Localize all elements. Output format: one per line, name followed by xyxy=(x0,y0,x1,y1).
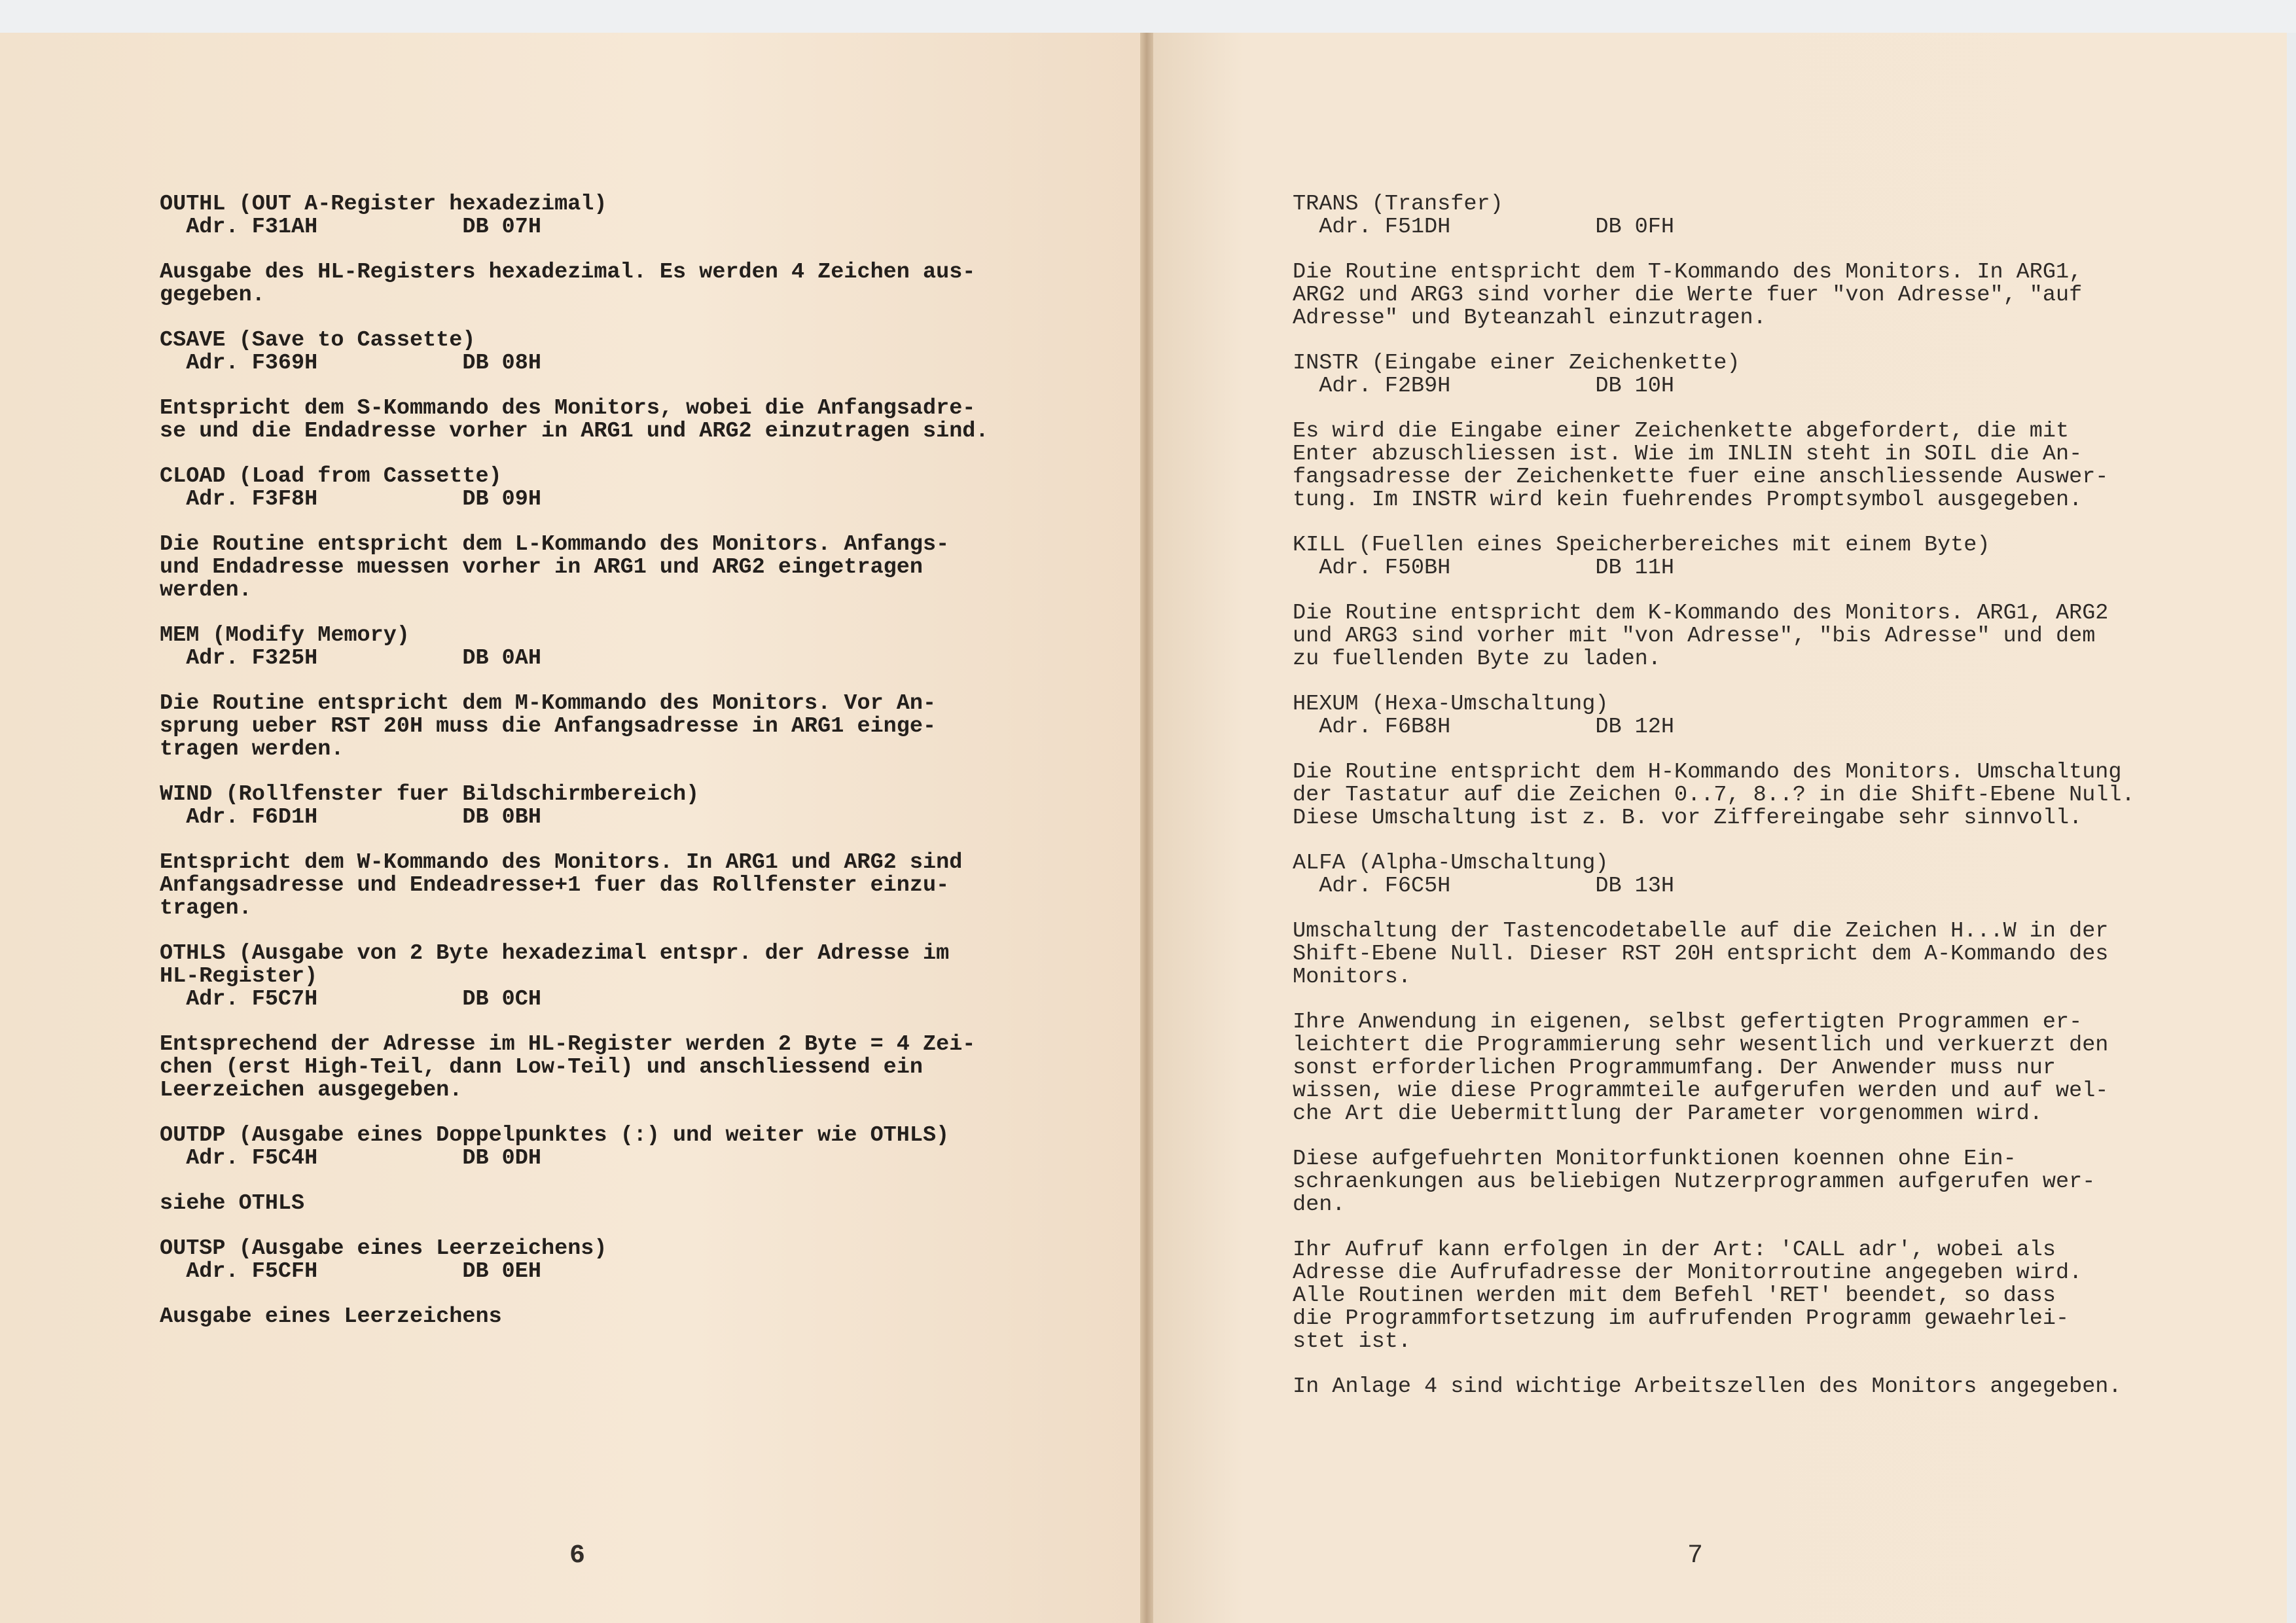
paragraph-line: schraenkungen aus beliebigen Nutzerprogrammen aufgerufen wer- xyxy=(1293,1169,2096,1194)
paragraph xyxy=(1293,1148,2235,1217)
description-line: der Tastatur auf die Zeichen 0..7, 8..? in die Shift-Ebene Null. xyxy=(1293,783,2135,808)
left-page xyxy=(0,33,1140,1623)
description-line: und Endadresse muessen vorher in ARG1 und ARG2 eingetragen xyxy=(160,555,923,580)
scan-background xyxy=(0,0,2296,33)
routine-entry xyxy=(160,783,1076,920)
page-number-left: 6 xyxy=(569,1541,586,1571)
scan-edge xyxy=(2287,33,2296,1623)
routine-header xyxy=(1293,693,2235,739)
routine-header xyxy=(1293,352,2235,398)
description-line: chen (erst High-Teil, dann Low-Teil) und anschliessend ein xyxy=(160,1055,923,1080)
routine-description xyxy=(1293,602,2235,671)
description-line: tragen. xyxy=(160,896,252,921)
routine-title: CLOAD (Load from Cassette) xyxy=(160,464,502,489)
routine-description xyxy=(1293,920,2235,989)
page-number-right: 7 xyxy=(1687,1541,1704,1571)
paragraph-line: sonst erforderlichen Programmumfang. Der Anwender muss nur xyxy=(1293,1056,2056,1080)
description-line: Entspricht dem S-Kommando des Monitors, wobei die Anfangsadre- xyxy=(160,396,976,421)
routine-address: Adr. F50BH DB 11H xyxy=(1293,556,1674,580)
routine-header xyxy=(160,783,1076,829)
description-line: Die Routine entspricht dem K-Kommando des Monitors. ARG1, ARG2 xyxy=(1293,601,2109,626)
routine-description xyxy=(160,261,1076,307)
routine-entry xyxy=(160,193,1076,307)
description-line: se und die Endadresse vorher in ARG1 und ARG2 einzutragen sind. xyxy=(160,419,989,444)
paragraph-line: che Art die Uebermittlung der Parameter vorgenommen wird. xyxy=(1293,1101,2043,1126)
routine-title: HL-Register) xyxy=(160,964,318,989)
routine-address: Adr. F369H DB 08H xyxy=(160,351,541,376)
routine-title: KILL (Fuellen eines Speicherbereiches mit einem Byte) xyxy=(1293,533,1990,558)
routine-address: Adr. F51DH DB 0FH xyxy=(1293,215,1674,240)
routine-header xyxy=(1293,193,2235,239)
routine-title: WIND (Rollfenster fuer Bildschirmbereich) xyxy=(160,782,700,807)
routine-entry xyxy=(1293,852,2235,989)
paragraph-line: Diese aufgefuehrten Monitorfunktionen koennen ohne Ein- xyxy=(1293,1147,2017,1171)
routine-header xyxy=(1293,534,2235,580)
description-line: Die Routine entspricht dem T-Kommando des Monitors. In ARG1, xyxy=(1293,260,2083,285)
routine-entry xyxy=(160,1238,1076,1329)
routine-description xyxy=(1293,261,2235,330)
routine-address: Adr. F6C5H DB 13H xyxy=(1293,874,1674,899)
description-line: Leerzeichen ausgegeben. xyxy=(160,1078,463,1103)
right-page-content xyxy=(1293,193,2235,1421)
routine-header xyxy=(1293,852,2235,898)
routine-entry xyxy=(1293,352,2235,512)
description-line: Shift-Ebene Null. Dieser RST 20H entspricht dem A-Kommando des xyxy=(1293,942,2109,967)
routine-header xyxy=(160,624,1076,670)
routine-address: Adr. F6B8H DB 12H xyxy=(1293,715,1674,740)
routine-header xyxy=(160,329,1076,375)
description-line: Es wird die Eingabe einer Zeichenkette abgefordert, die mit xyxy=(1293,419,2070,444)
description-line: Die Routine entspricht dem H-Kommando des Monitors. Umschaltung xyxy=(1293,760,2122,785)
routine-header xyxy=(160,193,1076,239)
description-line: zu fuellenden Byte zu laden. xyxy=(1293,647,1661,671)
routine-entry xyxy=(1293,534,2235,671)
description-line: Adresse" und Byteanzahl einzutragen. xyxy=(1293,306,1767,330)
paragraph-line: Adresse die Aufrufadresse der Monitorroutine angegeben wird. xyxy=(1293,1260,2083,1285)
description-line: gegeben. xyxy=(160,283,265,308)
routine-entry xyxy=(160,942,1076,1102)
paragraph-line: In Anlage 4 sind wichtige Arbeitszellen des Monitors angegeben. xyxy=(1293,1374,2122,1399)
description-line: tung. Im INSTR wird kein fuehrendes Promptsymbol ausgegeben. xyxy=(1293,488,2083,512)
routine-title: HEXUM (Hexa-Umschaltung) xyxy=(1293,692,1609,717)
routine-description xyxy=(1293,761,2235,830)
paragraph-line: Ihr Aufruf kann erfolgen in der Art: 'CALL adr', wobei als xyxy=(1293,1238,2056,1262)
routine-entry xyxy=(160,329,1076,443)
routine-description xyxy=(160,533,1076,602)
routine-title: CSAVE (Save to Cassette) xyxy=(160,328,476,353)
routine-title: OUTHL (OUT A-Register hexadezimal) xyxy=(160,192,607,217)
paragraph xyxy=(1293,1011,2235,1126)
routine-header xyxy=(160,1238,1076,1283)
description-line: sprung ueber RST 20H muss die Anfangsadresse in ARG1 einge- xyxy=(160,714,937,739)
routine-description xyxy=(160,692,1076,761)
routine-address: Adr. F2B9H DB 10H xyxy=(1293,374,1674,399)
routine-entry xyxy=(160,465,1076,602)
paragraph xyxy=(1293,1239,2235,1353)
paragraph-line: die Programmfortsetzung im aufrufenden Programm gewaehrlei- xyxy=(1293,1306,2070,1331)
routine-description xyxy=(1293,420,2235,512)
description-line: Diese Umschaltung ist z. B. vor Ziffereingabe sehr sinnvoll. xyxy=(1293,806,2083,830)
routine-entry xyxy=(1293,693,2235,830)
routine-address: Adr. F5CFH DB 0EH xyxy=(160,1259,541,1284)
description-line: siehe OTHLS xyxy=(160,1191,305,1216)
routine-title: ALFA (Alpha-Umschaltung) xyxy=(1293,851,1609,876)
description-line: Monitors. xyxy=(1293,965,1411,990)
description-line: Entsprechend der Adresse im HL-Register werden 2 Byte = 4 Zei- xyxy=(160,1032,976,1057)
description-line: Enter abzuschliessen ist. Wie im INLIN steht in SOIL die An- xyxy=(1293,442,2083,467)
left-page-content xyxy=(160,193,1076,1351)
description-line: Entspricht dem W-Kommando des Monitors. In ARG1 und ARG2 sind xyxy=(160,850,963,875)
routine-address: Adr. F3F8H DB 09H xyxy=(160,487,541,512)
right-page xyxy=(1153,33,2287,1623)
description-line: Ausgabe des HL-Registers hexadezimal. Es werden 4 Zeichen aus- xyxy=(160,260,976,285)
paragraph-line: leichtert die Programmierung sehr wesentlich und verkuerzt den xyxy=(1293,1033,2109,1058)
paragraph-line: den. xyxy=(1293,1192,1346,1217)
routine-title: OTHLS (Ausgabe von 2 Byte hexadezimal entspr. der Adresse im xyxy=(160,941,950,966)
paragraph-line: stet ist. xyxy=(1293,1329,1411,1354)
description-line: fangsadresse der Zeichenkette fuer eine anschliessende Auswer- xyxy=(1293,465,2109,490)
routine-title: TRANS (Transfer) xyxy=(1293,192,1503,217)
description-line: und ARG3 sind vorher mit "von Adresse", "bis Adresse" und dem xyxy=(1293,624,2096,649)
routine-header xyxy=(160,1124,1076,1170)
routine-address: Adr. F5C4H DB 0DH xyxy=(160,1146,541,1171)
paragraph-line: wissen, wie diese Programmteile aufgerufen werden und auf wel- xyxy=(1293,1079,2109,1103)
routine-title: OUTDP (Ausgabe eines Doppelpunktes (:) und weiter wie OTHLS) xyxy=(160,1123,950,1148)
description-line: tragen werden. xyxy=(160,737,344,762)
routine-title: INSTR (Eingabe einer Zeichenkette) xyxy=(1293,351,1740,376)
routine-description xyxy=(160,1033,1076,1102)
description-line: Anfangsadresse und Endeadresse+1 fuer das Rollfenster einzu- xyxy=(160,873,950,898)
routine-address: Adr. F5C7H DB 0CH xyxy=(160,987,541,1012)
description-line: Umschaltung der Tastencodetabelle auf die Zeichen H...W in der xyxy=(1293,919,2109,944)
routine-description xyxy=(160,1192,1076,1215)
routine-header xyxy=(160,942,1076,1011)
routine-address: Adr. F6D1H DB 0BH xyxy=(160,805,541,830)
description-line: werden. xyxy=(160,578,252,603)
routine-address: Adr. F31AH DB 07H xyxy=(160,215,541,240)
routine-entry xyxy=(160,1124,1076,1215)
paragraph-line: Ihre Anwendung in eigenen, selbst gefertigten Programmen er- xyxy=(1293,1010,2083,1035)
routine-header xyxy=(160,465,1076,511)
routine-title: MEM (Modify Memory) xyxy=(160,623,410,648)
description-line: Ausgabe eines Leerzeichens xyxy=(160,1304,502,1329)
description-line: ARG2 und ARG3 sind vorher die Werte fuer "von Adresse", "auf xyxy=(1293,283,2083,308)
paragraph xyxy=(1293,1376,2235,1399)
routine-description xyxy=(160,851,1076,920)
routine-description xyxy=(160,1306,1076,1329)
paragraph-line: Alle Routinen werden mit dem Befehl 'RET' beendet, so dass xyxy=(1293,1283,2056,1308)
routine-description xyxy=(160,397,1076,443)
routine-entry xyxy=(160,624,1076,761)
routine-title: OUTSP (Ausgabe eines Leerzeichens) xyxy=(160,1236,607,1261)
routine-entry xyxy=(1293,193,2235,330)
book-gutter xyxy=(1140,33,1153,1623)
routine-address: Adr. F325H DB 0AH xyxy=(160,646,541,671)
description-line: Die Routine entspricht dem M-Kommando des Monitors. Vor An- xyxy=(160,691,937,716)
description-line: Die Routine entspricht dem L-Kommando des Monitors. Anfangs- xyxy=(160,532,950,557)
